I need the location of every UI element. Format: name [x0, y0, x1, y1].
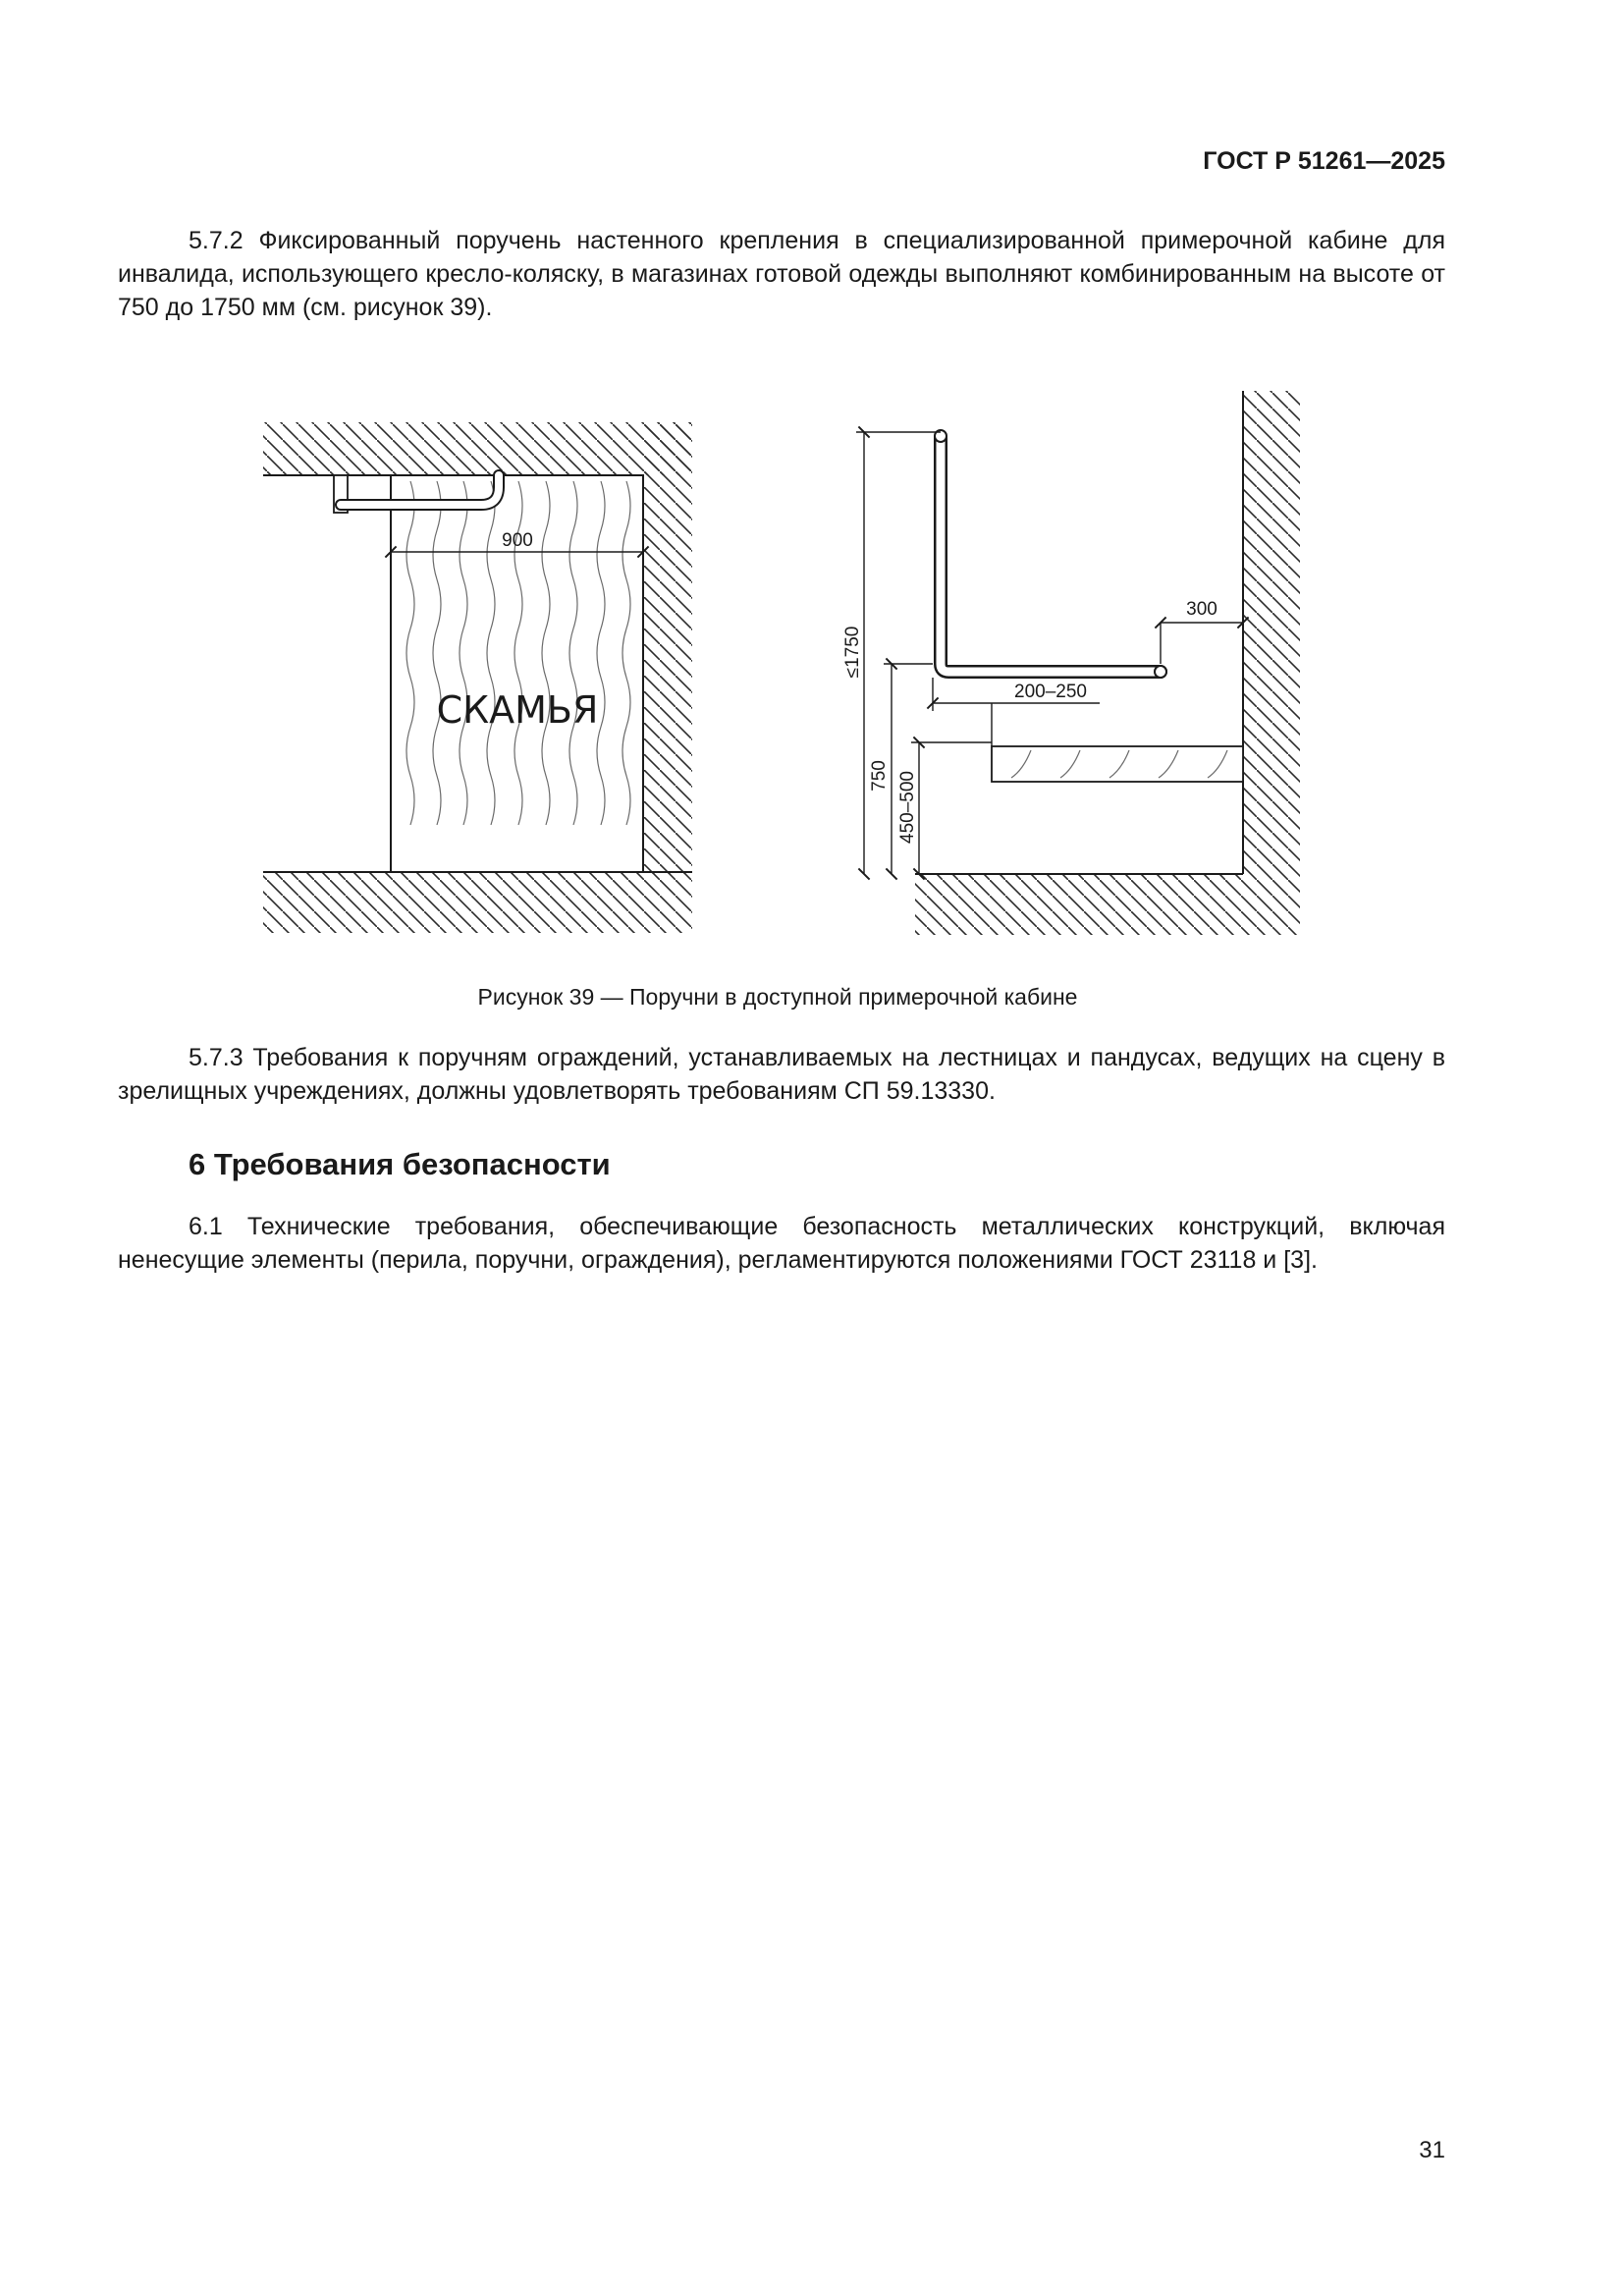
dim-label-lower-height: 750 [869, 760, 890, 792]
elev-bench-seat [992, 746, 1243, 782]
handrail-elevation [935, 430, 1166, 678]
dim-label-bench-height: 450–500 [897, 771, 918, 844]
elev-floor-hatch [915, 874, 1300, 935]
bottom-floor-hatch [263, 872, 692, 933]
paragraph-5-7-3 [118, 1041, 1445, 1108]
dim-label-depth: 300 [1186, 599, 1217, 620]
dim-label-900: 900 [502, 530, 533, 551]
standard-code: ГОСТ Р 51261—2025 [1203, 147, 1445, 175]
paragraph-6-1 [118, 1210, 1445, 1277]
figure-caption: Рисунок 39 — Поручни в доступной примерочной кабине [477, 984, 1078, 1010]
figure-39 [0, 0, 1623, 982]
elev-wall-hatch [1243, 391, 1300, 874]
section-heading: 6 Требования безопасности [189, 1147, 611, 1181]
dim-label-offset: 200–250 [1014, 682, 1087, 702]
paragraph-6-1-text: 6.1 Технические требования, обеспечивающие безопасность металлических конструкций, включая ненесущие элементы (перила, поручни, ограждения), регламентируются положениями ГОСТ 23118 и [3]. [118, 1213, 1445, 1274]
top-wall-hatch [263, 422, 692, 475]
bench-label: СКАМЬЯ [436, 688, 599, 732]
right-elevation-view [842, 391, 1300, 935]
dim-label-max-height: ≤1750 [842, 626, 863, 679]
right-wall-hatch [643, 422, 692, 874]
page-number: 31 [1419, 2137, 1445, 2163]
paragraph-5-7-3-text: 5.7.3 Требования к поручням ограждений, устанавливаемых на лестницах и пандусах, ведущих на сцену в зрелищных учреждениях, должны удовлетворять требованиям СП 59.13330. [118, 1044, 1445, 1105]
paragraph-5-7-2-text: 5.7.2 Фиксированный поручень настенного крепления в специализированной примерочной кабине для инвалида, использующего кресло-коляску, в магазинах готовой одежды выполняют комбинированным на высоте от 750 до 1750 мм (см. рисунок 39). [118, 227, 1445, 321]
left-plan-view [263, 422, 692, 933]
